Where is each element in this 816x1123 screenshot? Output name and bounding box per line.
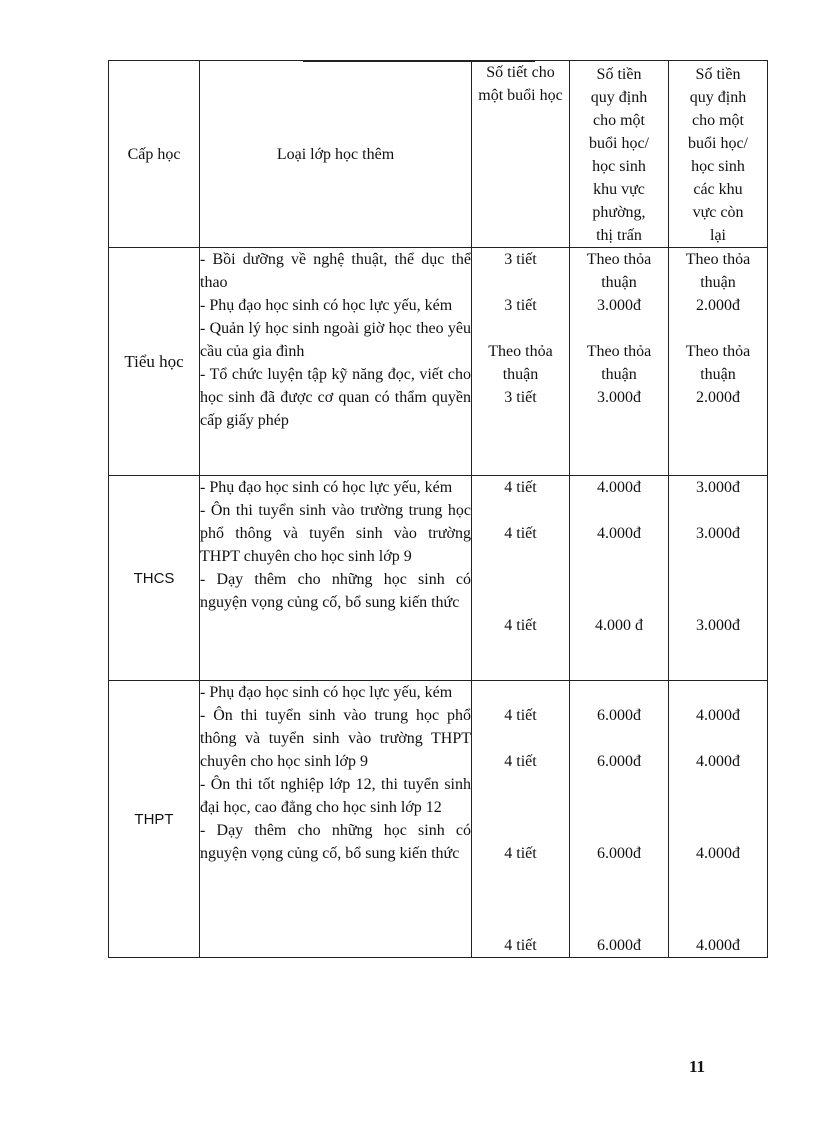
- class-type-item: - Dạy thêm cho những học sinh có nguyện vọng củng cố, bổ sung kiến thức: [200, 571, 471, 611]
- periods-value: 4 tiết: [504, 479, 537, 496]
- class-type-cell: [200, 476, 472, 681]
- class-type-item: - Ôn thi tuyển sinh vào trường trung học phổ thông và tuyển sinh vào trường THPT chuyên cho học sinh lớp 9: [200, 502, 471, 565]
- periods-value: 3 tiết: [504, 297, 537, 314]
- class-type-item: - Phụ đạo học sinh có học lực yếu, kém: [200, 684, 453, 701]
- fee-urban-value: 3.000đ: [597, 297, 641, 314]
- class-type-item: - Bồi dưỡng về nghệ thuật, thể dục thể thao: [200, 251, 471, 291]
- fee-rural-value: Theo thỏa thuận: [685, 251, 751, 291]
- periods-value: 4 tiết: [504, 707, 537, 724]
- header-fee-urban-text: Số tiền quy định cho một buổi học/ học sinh khu vực phường, thị trấn: [589, 66, 649, 244]
- fee-urban-value: 6.000đ: [597, 845, 641, 862]
- section-row-tieu-hoc: [109, 248, 768, 476]
- periods-value: 4 tiết: [504, 937, 537, 954]
- fee-rural-value: 2.000đ: [696, 297, 740, 314]
- fee-rural-value: 4.000đ: [696, 707, 740, 724]
- fee-rural-cell: [669, 681, 768, 958]
- class-type-item: - Ôn thi tốt nghiệp lớp 12, thi tuyển sinh đại học, cao đẳng cho học sinh lớp 12: [200, 776, 471, 816]
- fee-urban-value: Theo thỏa thuận: [586, 251, 652, 291]
- periods-cell: [472, 681, 570, 958]
- class-type-item: - Quản lý học sinh ngoài giờ học theo yêu cầu của gia đình: [200, 320, 471, 360]
- fee-rural-cell: [669, 476, 768, 681]
- fee-urban-value: 4.000 đ: [595, 617, 643, 634]
- class-type-item: - Dạy thêm cho những học sinh có nguyện vọng củng cố, bổ sung kiến thức: [200, 822, 471, 862]
- fee-urban-value: 3.000đ: [597, 389, 641, 406]
- fee-table: [108, 60, 768, 958]
- header-fee-rural: [669, 61, 768, 248]
- periods-value: 3 tiết: [504, 251, 537, 268]
- fee-urban-value: 4.000đ: [597, 525, 641, 542]
- periods-value: 4 tiết: [504, 525, 537, 542]
- header-periods: [472, 61, 570, 248]
- header-class-type: Loại lớp học thêm: [200, 61, 472, 248]
- fee-rural-value: 4.000đ: [696, 753, 740, 770]
- class-type-item: - Phụ đạo học sinh có học lực yếu, kém: [200, 297, 453, 314]
- fee-rural-value: 3.000đ: [696, 525, 740, 542]
- periods-value: 4 tiết: [504, 753, 537, 770]
- fee-rural-cell: [669, 248, 768, 476]
- section-row-thcs: [109, 476, 768, 681]
- fee-urban-cell: [570, 476, 669, 681]
- periods-cell: [472, 476, 570, 681]
- fee-urban-value: 6.000đ: [597, 707, 641, 724]
- header-level: Cấp học: [109, 61, 200, 248]
- header-fee-rural-text: Số tiền quy định cho một buổi học/ học sinh các khu vực còn lại: [688, 66, 748, 244]
- page-number: 11: [689, 1057, 706, 1076]
- header-fee-urban: [570, 61, 669, 248]
- fee-urban-value: 4.000đ: [597, 479, 641, 496]
- fee-urban-value: Theo thỏa thuận: [586, 343, 652, 383]
- periods-value: 4 tiết: [504, 845, 537, 862]
- level-cell: Tiểu học: [109, 248, 200, 476]
- level-cell: THPT: [109, 681, 200, 958]
- header-periods-text: Số tiết cho một buổi học: [478, 64, 563, 104]
- periods-value: 4 tiết: [504, 617, 537, 634]
- fee-urban-value: 6.000đ: [597, 753, 641, 770]
- class-type-item: - Phụ đạo học sinh có học lực yếu, kém: [200, 479, 453, 496]
- fee-rural-value: 4.000đ: [696, 937, 740, 954]
- class-type-cell: [200, 248, 472, 476]
- periods-value: Theo thỏa thuận: [488, 343, 553, 383]
- section-row-thpt: [109, 681, 768, 958]
- periods-value: 3 tiết: [504, 389, 537, 406]
- header-row: [109, 61, 768, 248]
- fee-rural-value: Theo thỏa thuận: [685, 343, 751, 383]
- class-type-item: - Ôn thi tuyển sinh vào trung học phổ thông và tuyển sinh vào trường THPT chuyên cho học sinh lớp 9: [200, 707, 471, 770]
- fee-urban-value: 6.000đ: [597, 937, 641, 954]
- fee-rural-value: 3.000đ: [696, 617, 740, 634]
- fee-urban-cell: [570, 681, 669, 958]
- class-type-item: - Tổ chức luyện tập kỹ năng đọc, viết cho học sinh đã được cơ quan có thẩm quyền cấp giấy phép: [200, 366, 471, 429]
- periods-cell: [472, 248, 570, 476]
- fee-rural-value: 3.000đ: [696, 479, 740, 496]
- fee-urban-cell: [570, 248, 669, 476]
- level-cell: THCS: [109, 476, 200, 681]
- fee-rural-value: 2.000đ: [696, 389, 740, 406]
- fee-rural-value: 4.000đ: [696, 845, 740, 862]
- class-type-cell: [200, 681, 472, 958]
